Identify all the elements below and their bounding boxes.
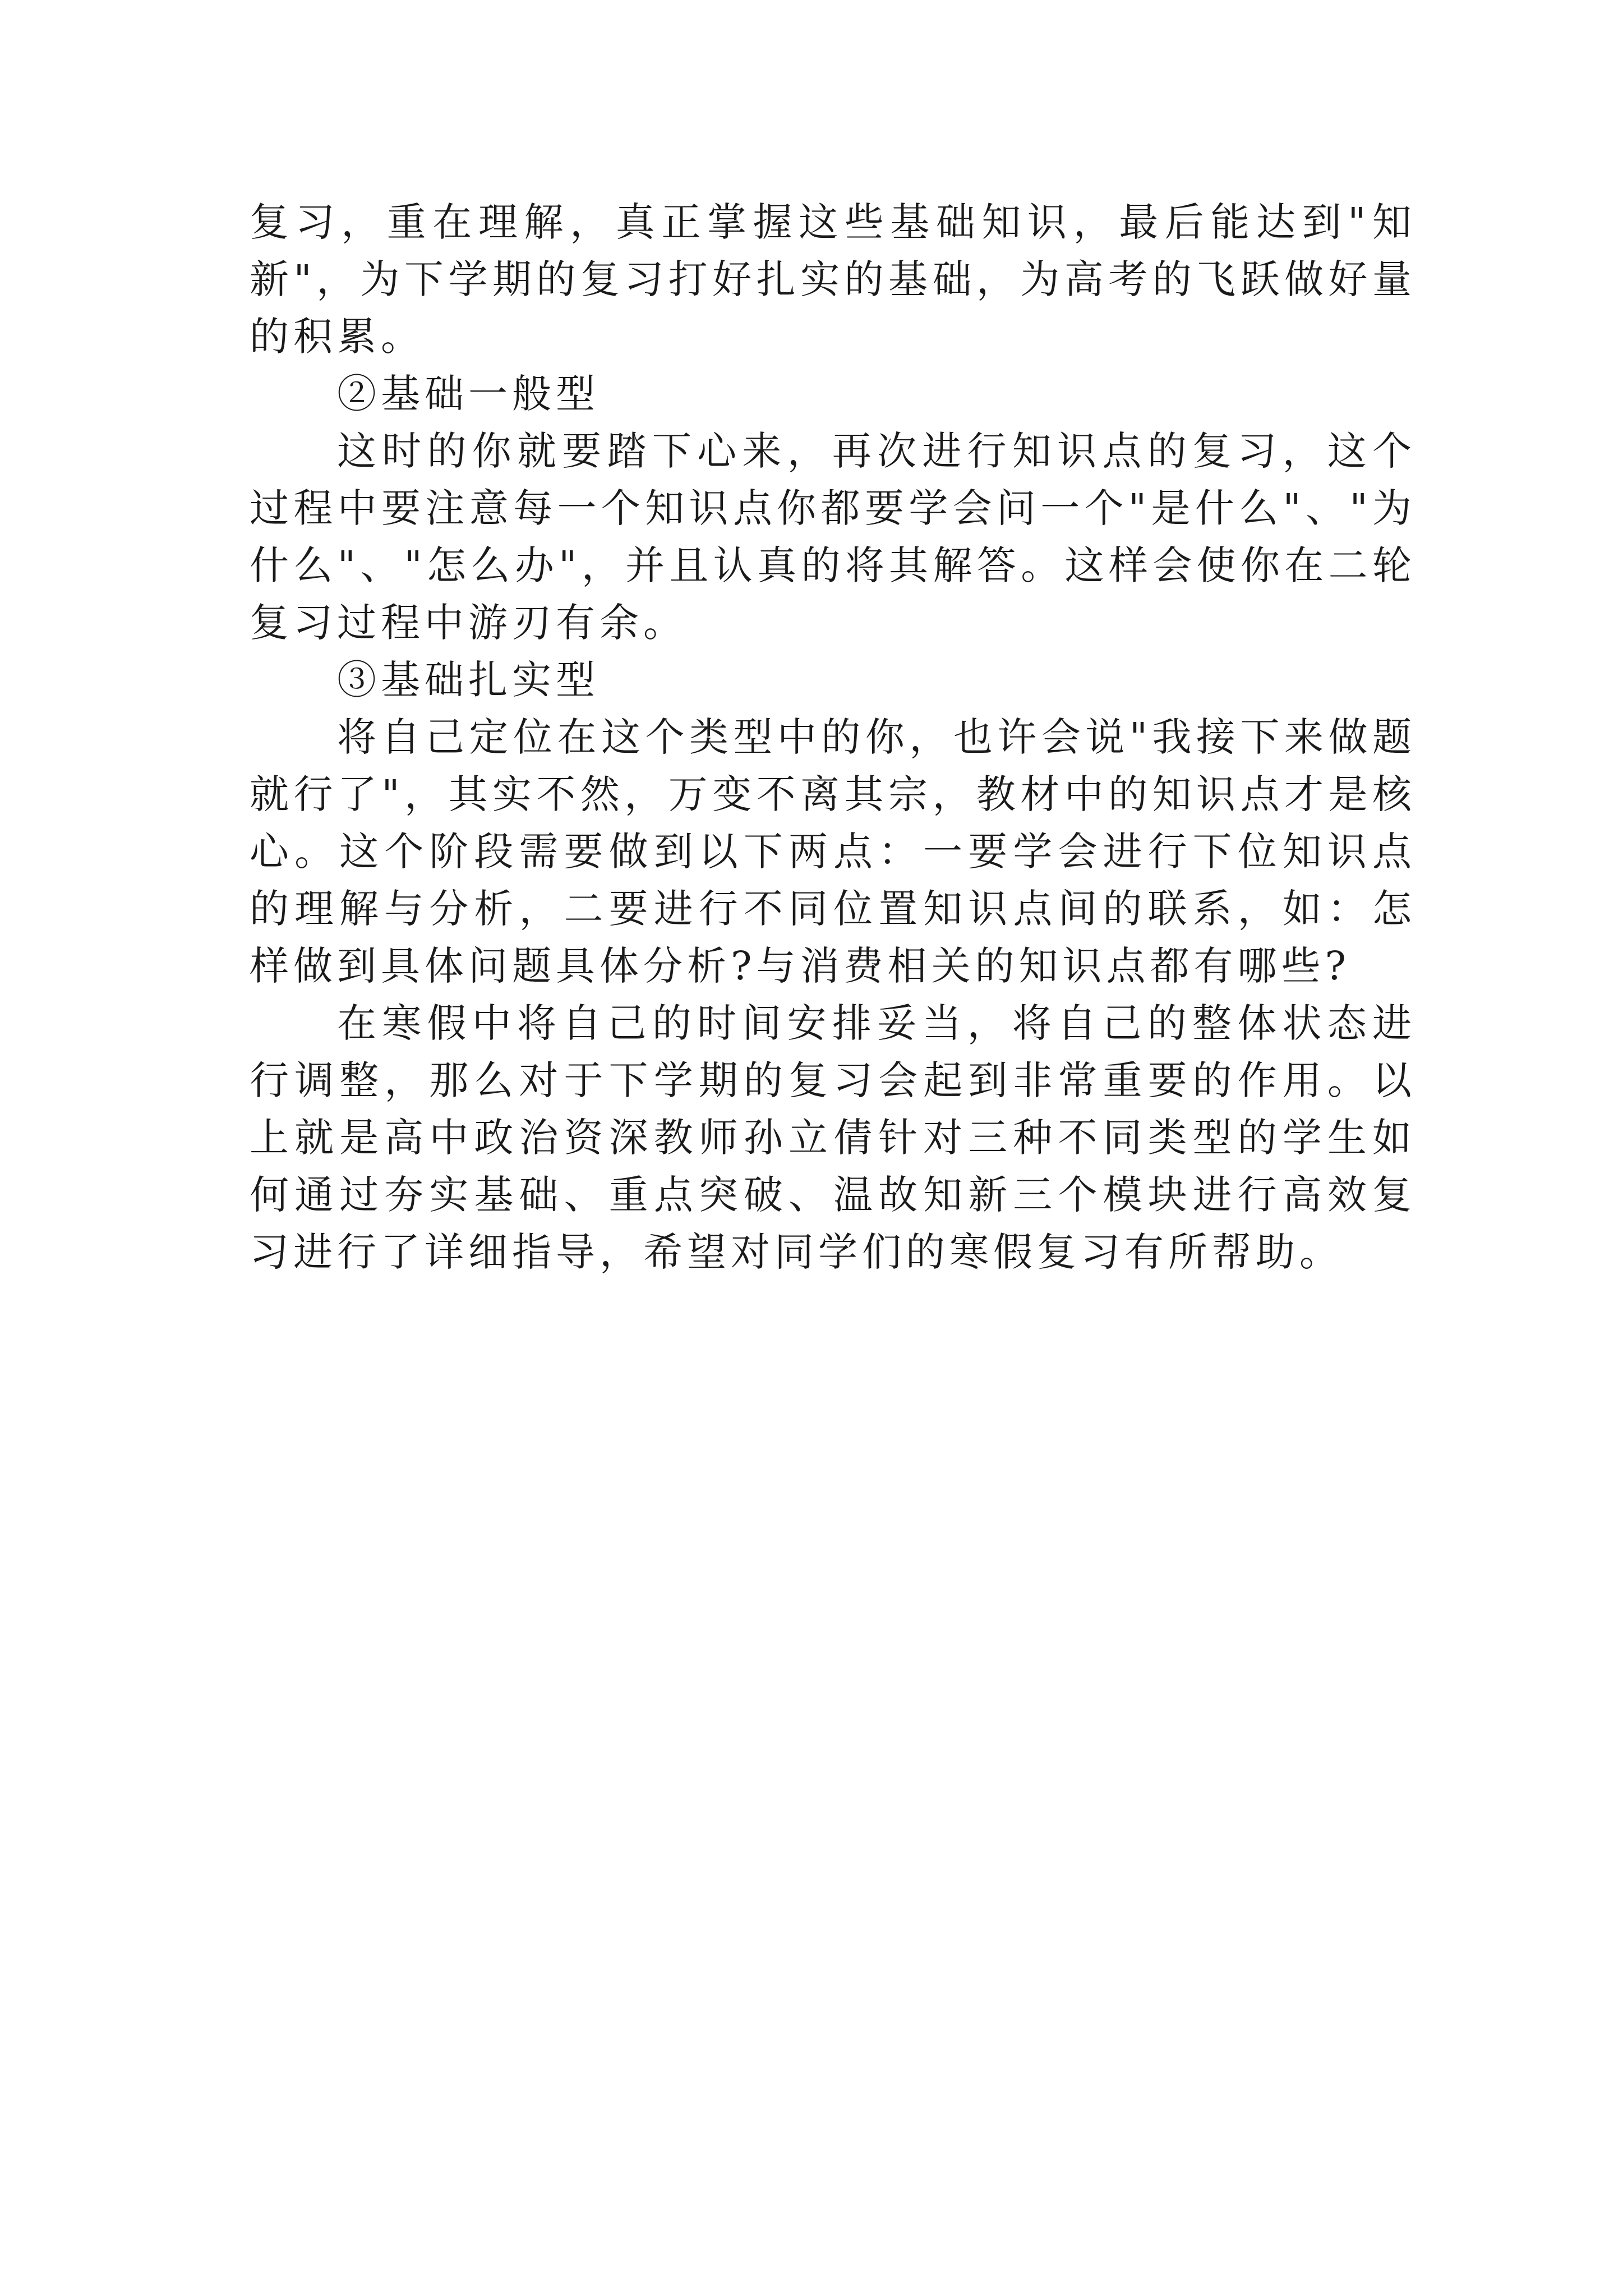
paragraph-conclusion: 在寒假中将自己的时间安排妥当，将自己的整体状态进行调整，那么对于下学期的复习会起到非常重要的作用。以上就是高中政治资深教师孙立倩针对三种不同类型的学生如何通过夯实基础、重点突破、温故知新三个模块进行高效复习进行了详细指导，希望对同学们的寒假复习有所帮助。	[250, 1000, 1416, 1275]
paragraph-continuation: 复习，重在理解，真正掌握这些基础知识，最后能达到"知新"，为下学期的复习打好扎实的基础，为高考的飞跃做好量的积累。	[250, 199, 1416, 360]
paragraph-basic-solid: 将自己定位在这个类型中的你，也许会说"我接下来做题就行了"，其实不然，万变不离其宗，教材中的知识点才是核心。这个阶段需要做到以下两点：一要学会进行下位知识点的理解与分析，二要进行不同位置知识点间的联系，如：怎样做到具体问题具体分析?与消费相关的知识点都有哪些?	[250, 714, 1416, 989]
paragraph-basic-average: 这时的你就要踏下心来，再次进行知识点的复习，这个过程中要注意每一个知识点你都要学会问一个"是什么"、"为什么"、"怎么办"，并且认真的将其解答。这样会使你在二轮复习过程中游刃有余。	[250, 428, 1416, 646]
heading-basic-solid: ③基础扎实型	[337, 657, 600, 703]
heading-basic-average: ②基础一般型	[337, 371, 600, 417]
document-body	[250, 194, 1416, 1281]
